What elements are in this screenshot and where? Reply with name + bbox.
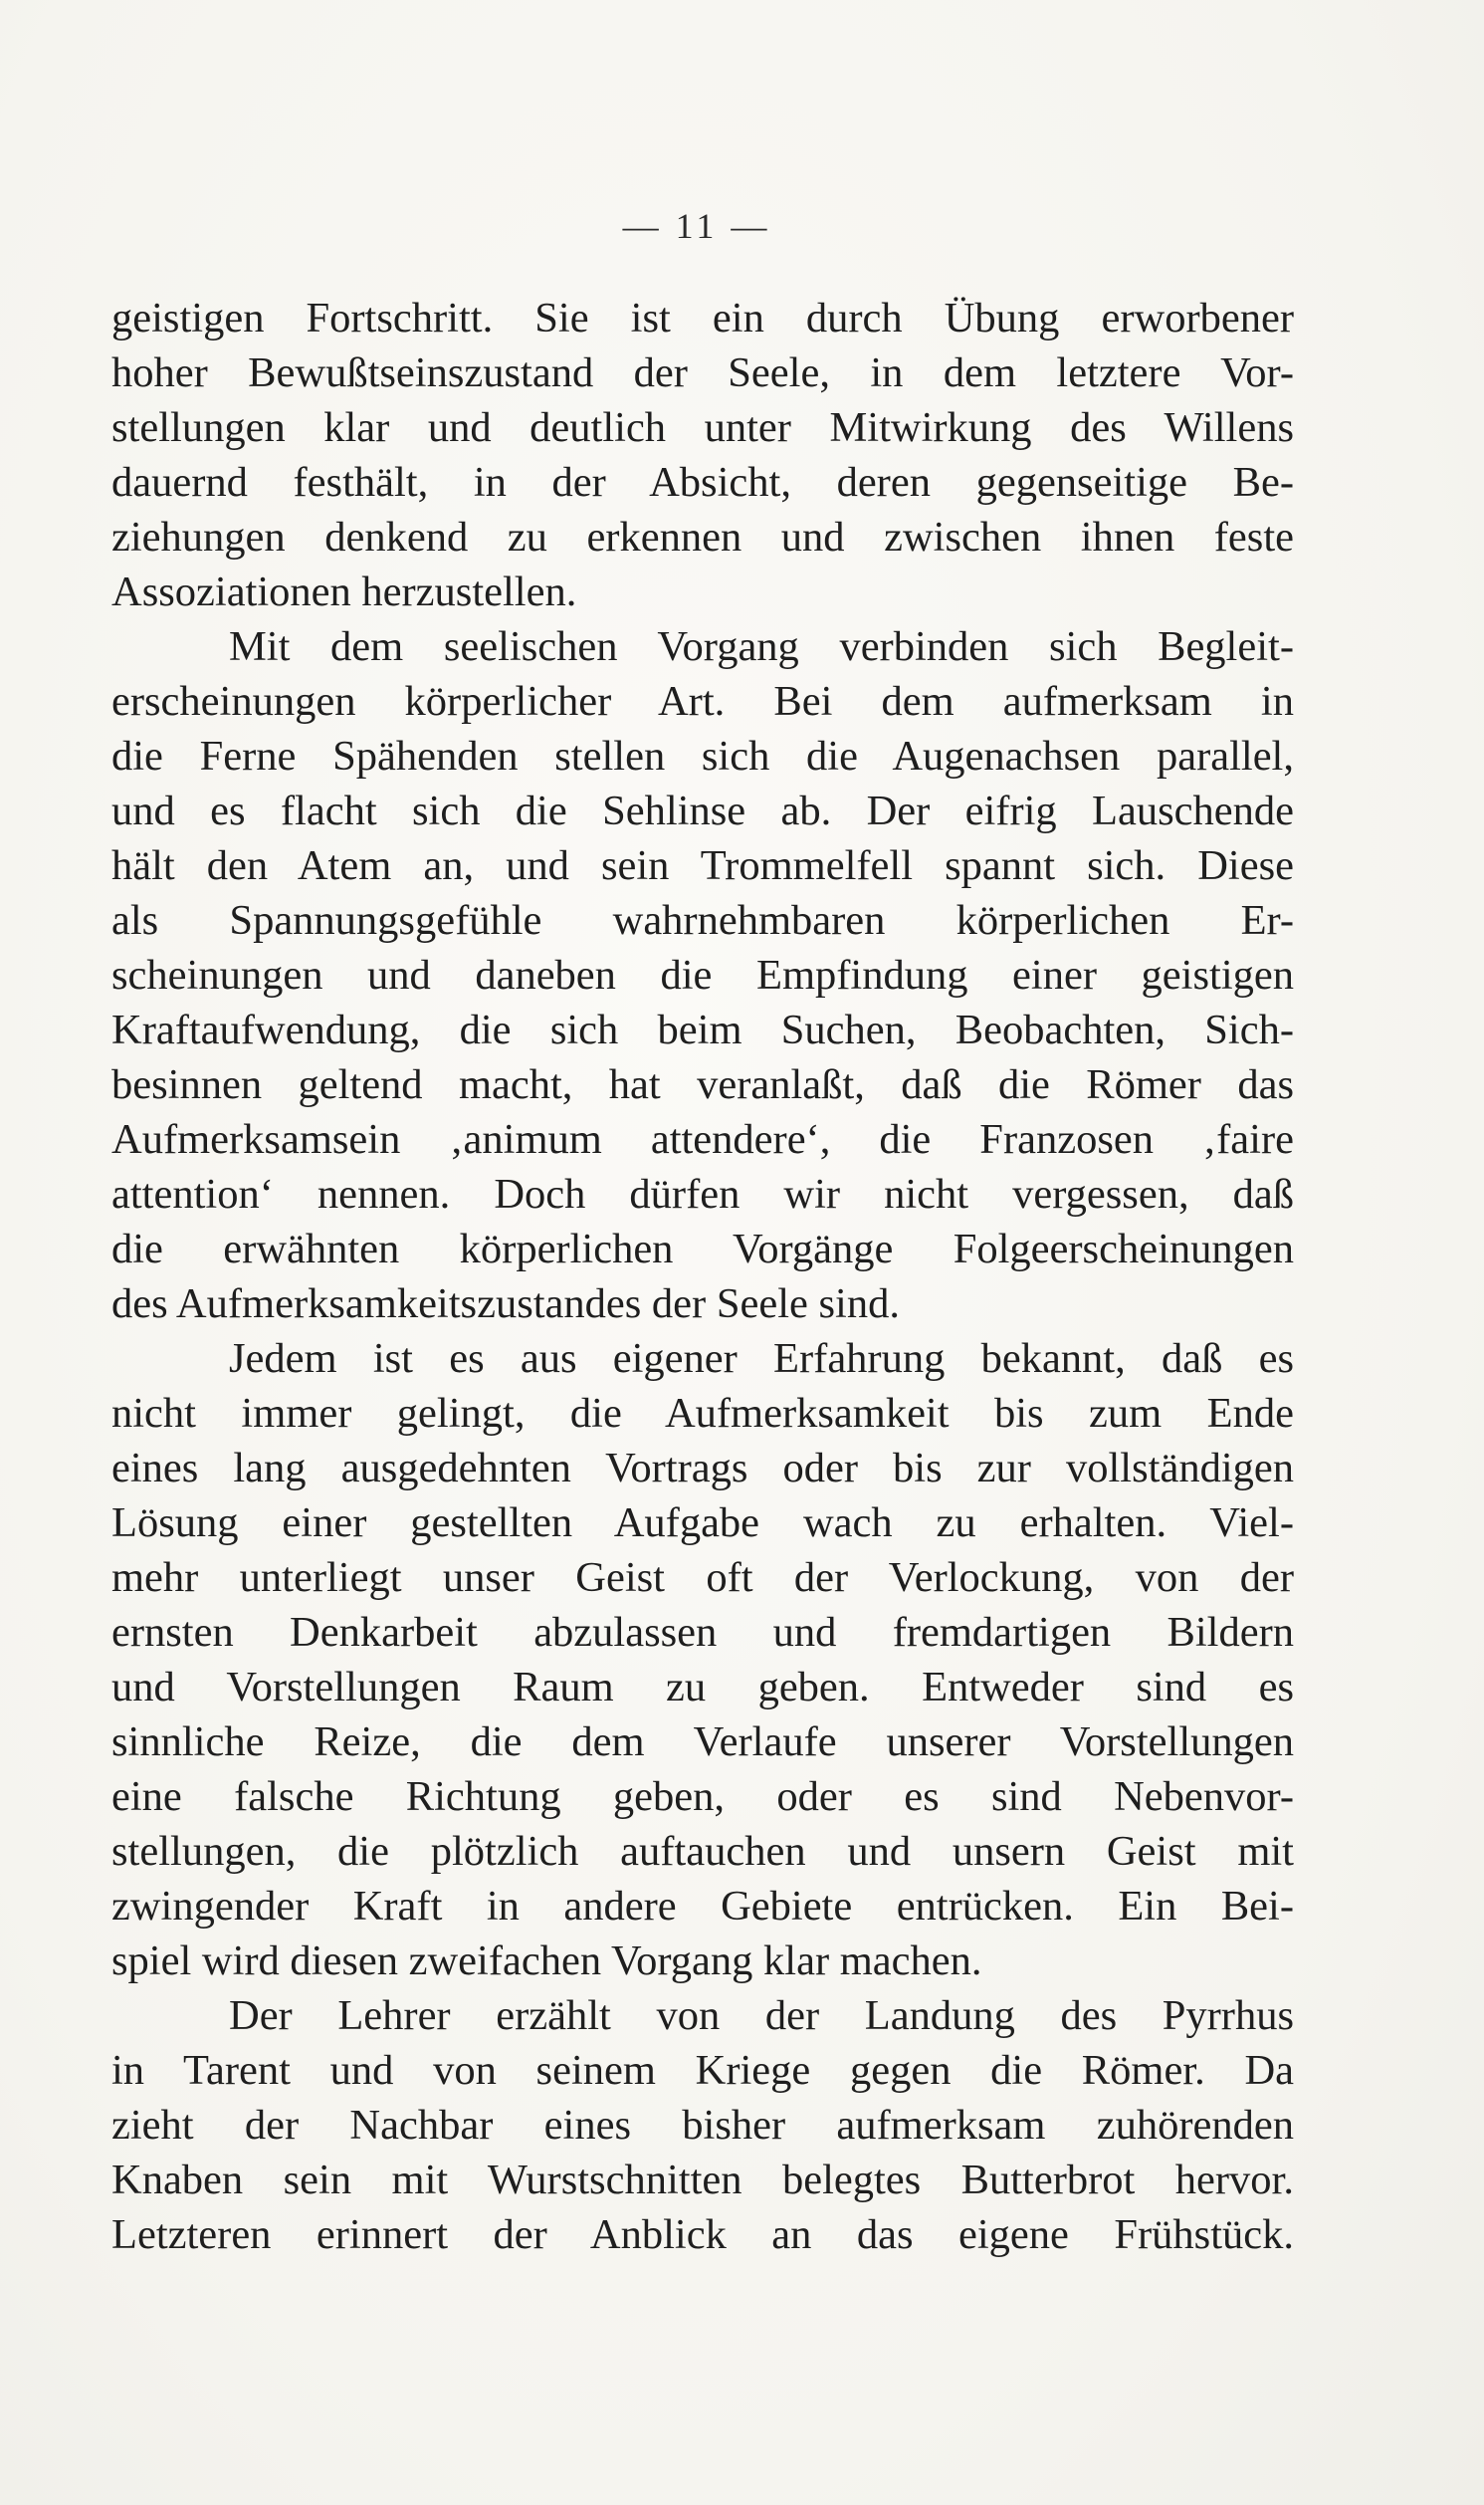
paragraph-2 [111,619,1294,1331]
text-line: sinnliche Reize, die dem Verlaufe unserer Vorstellungen [111,1718,1294,1765]
text-line: besinnen geltend macht, hat veranlaßt, daß die Römer das [111,1061,1294,1108]
text-line: geistigen Fortschritt. Sie ist ein durch Übung erworbener [111,295,1294,342]
text-line: scheinungen und daneben die Empfindung einer geistigen [111,952,1294,999]
text-line: hoher Bewußtseinszustand der Seele, in dem letztere Vor- [111,349,1294,396]
text-line: Assoziationen herzustellen. [111,569,577,615]
page-number: — 11 — [622,206,771,246]
text-line: zwingender Kraft in andere Gebiete entrücken. Ein Bei- [111,1883,1294,1930]
text-line: stellungen, die plötzlich auftauchen und unsern Geist mit [111,1828,1294,1875]
text-line: erscheinungen körperlicher Art. Bei dem aufmerksam in [111,678,1294,725]
text-line: spiel wird diesen zweifachen Vorgang klar machen. [111,1937,982,1984]
text-line: Knaben sein mit Wurstschnitten belegtes Butterbrot hervor. [111,2157,1294,2203]
text-line: zieht der Nachbar eines bisher aufmerksam zuhörenden [111,2102,1294,2149]
text-line: nicht immer gelingt, die Aufmerksamkeit bis zum Ende [111,1390,1294,1437]
text-line: Der Lehrer erzählt von der Landung des Pyrrhus [229,1992,1294,2039]
text-line: Mit dem seelischen Vorgang verbinden sich Begleit- [229,623,1294,670]
text-line: Lösung einer gestellten Aufgabe wach zu erhalten. Viel- [111,1499,1294,1546]
text-line: Jedem ist es aus eigener Erfahrung bekannt, daß es [229,1335,1294,1382]
text-line: attention‘ nennen. Doch dürfen wir nicht vergessen, daß [111,1171,1294,1218]
paragraph-1 [111,291,1294,619]
text-line: in Tarent und von seinem Kriege gegen die Römer. Da [111,2047,1294,2094]
text-line: als Spannungsgefühle wahrnehmbaren körperlichen Er- [111,897,1294,944]
body-text [111,291,1294,2262]
text-line: eines lang ausgedehnten Vortrags oder bis zur vollständigen [111,1445,1294,1491]
text-line: dauernd festhält, in der Absicht, deren gegenseitige Be- [111,459,1294,506]
text-line: die erwähnten körperlichen Vorgänge Folgeerscheinungen [111,1226,1294,1272]
text-line: und Vorstellungen Raum zu geben. Entweder sind es [111,1664,1294,1710]
paragraph-3 [111,1331,1294,1988]
text-line: eine falsche Richtung geben, oder es sind Nebenvor- [111,1773,1294,1820]
text-line: Kraftaufwendung, die sich beim Suchen, Beobachten, Sich- [111,1007,1294,1053]
text-line: ziehungen denkend zu erkennen und zwischen ihnen feste [111,514,1294,561]
text-line: Aufmerksamsein ‚animum attendere‘, die Franzosen ‚faire [111,1116,1294,1163]
text-line: des Aufmerksamkeitszustandes der Seele sind. [111,1280,900,1327]
text-line: und es flacht sich die Sehlinse ab. Der eifrig Lauschende [111,788,1294,834]
text-line: die Ferne Spähenden stellen sich die Augenachsen parallel, [111,733,1294,780]
paragraph-4 [111,1988,1294,2262]
text-line: hält den Atem an, und sein Trommelfell spannt sich. Diese [111,842,1294,889]
text-line: ernsten Denkarbeit abzulassen und fremdartigen Bildern [111,1609,1294,1656]
text-line: Letzteren erinnert der Anblick an das eigene Frühstück. [111,2211,1294,2258]
text-line: mehr unterliegt unser Geist oft der Verlockung, von der [111,1554,1294,1601]
text-line: stellungen klar und deutlich unter Mitwirkung des Willens [111,404,1294,451]
